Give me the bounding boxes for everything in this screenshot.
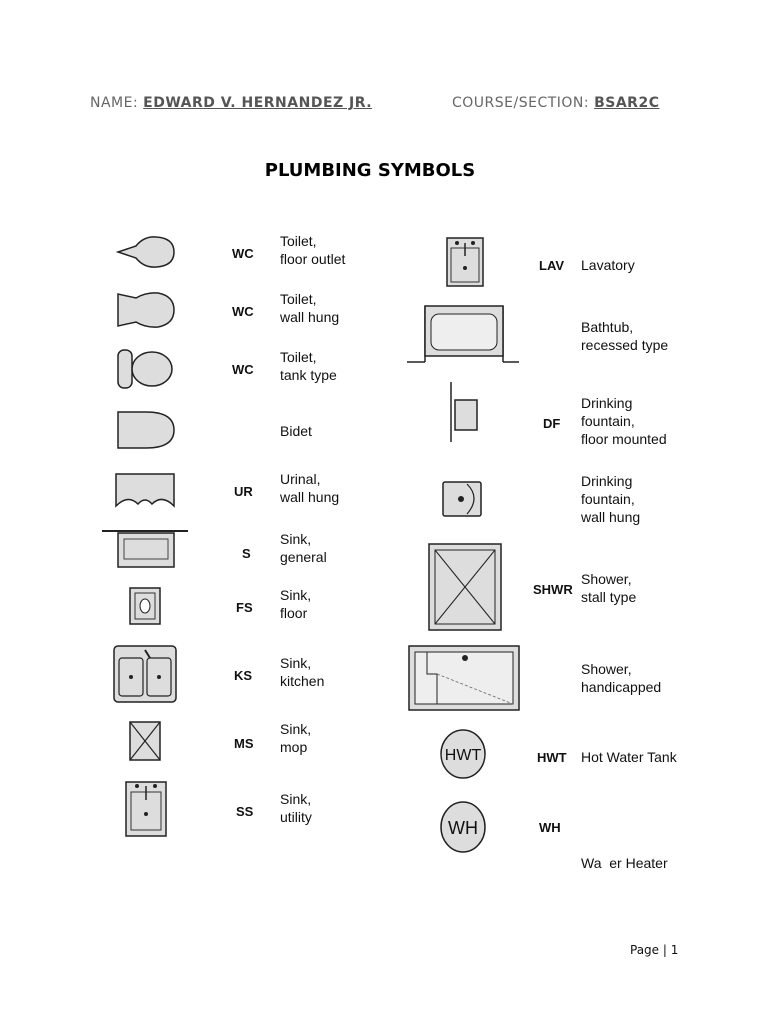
legend-code: WC: [232, 246, 254, 261]
legend-description: Toilet, wall hung: [280, 291, 340, 325]
legend-description: Sink, floor: [280, 587, 312, 621]
shower-stall-icon: [427, 542, 503, 636]
page-title: PLUMBING SYMBOLS: [264, 160, 476, 181]
legend-description: Sink, utility: [280, 791, 312, 825]
lavatory-icon: [445, 236, 485, 292]
drinking-fountain-wall-icon: [441, 480, 485, 524]
legend-code: UR: [234, 484, 253, 499]
legend-description: Drinking fountain, wall hung: [581, 473, 641, 525]
svg-text:WH: WH: [448, 818, 478, 838]
sink-utility-icon: [124, 780, 168, 842]
legend-description: Hot Water Tank: [581, 749, 677, 765]
legend-description: Wa er Heater: [581, 855, 668, 871]
bidet-icon: [116, 408, 176, 456]
legend-code: S: [242, 546, 251, 561]
legend-code: SS: [236, 804, 254, 819]
page-footer: Page | 1: [630, 943, 679, 957]
legend-code: WC: [232, 362, 254, 377]
shower-handicapped-icon: [407, 644, 521, 716]
drinking-fountain-floor-icon: [445, 382, 485, 446]
legend-description: Urinal, wall hung: [280, 471, 340, 505]
course-label: COURSE/SECTION:: [452, 95, 590, 111]
course-value: BSAR2C: [594, 95, 660, 111]
legend-description: Lavatory: [581, 257, 635, 273]
name-label: NAME:: [90, 95, 139, 111]
water-heater-icon: [439, 800, 489, 858]
sink-general-icon: [102, 528, 190, 576]
urinal-icon: [114, 470, 176, 514]
legend-code: WH: [539, 820, 561, 835]
legend-description: Bathtub, recessed type: [581, 319, 669, 353]
bathtub-icon: [407, 304, 521, 370]
legend-description: Toilet, floor outlet: [280, 233, 346, 267]
legend-code: DF: [543, 416, 561, 431]
name-value: EDWARD V. HERNANDEZ JR.: [143, 95, 373, 111]
name-field: [90, 95, 372, 111]
legend-code: LAV: [539, 258, 565, 273]
symbol-legend: [100, 222, 690, 871]
legend-description: Drinking fountain, floor mounted: [581, 395, 667, 447]
legend-description: Bidet: [280, 423, 312, 439]
svg-text:HWT: HWT: [444, 747, 482, 764]
legend-description: Toilet, tank type: [280, 349, 337, 383]
hot-water-tank-icon: [439, 728, 489, 784]
sink-mop-icon: [128, 720, 162, 766]
legend-description: Shower, stall type: [581, 571, 637, 605]
page-number: 1: [670, 943, 679, 957]
sink-kitchen-icon: [112, 644, 178, 708]
legend-code: MS: [234, 736, 254, 751]
toilet-floor-outlet-icon: [116, 232, 176, 276]
legend-code: KS: [234, 668, 253, 683]
legend-code: FS: [236, 600, 253, 615]
legend-description: Sink, general: [280, 531, 327, 565]
toilet-wall-hung-icon: [116, 290, 176, 334]
page-label: Page: [630, 943, 660, 957]
legend-description: Shower, handicapped: [581, 661, 662, 695]
sink-floor-icon: [128, 586, 164, 630]
course-field: [452, 95, 659, 111]
legend-description: Sink, kitchen: [280, 655, 325, 689]
toilet-tank-type-icon: [116, 348, 176, 394]
legend-code: HWT: [537, 750, 567, 765]
legend-code: SHWR: [533, 582, 573, 597]
legend-code: WC: [232, 304, 254, 319]
legend-description: Sink, mop: [280, 721, 312, 755]
